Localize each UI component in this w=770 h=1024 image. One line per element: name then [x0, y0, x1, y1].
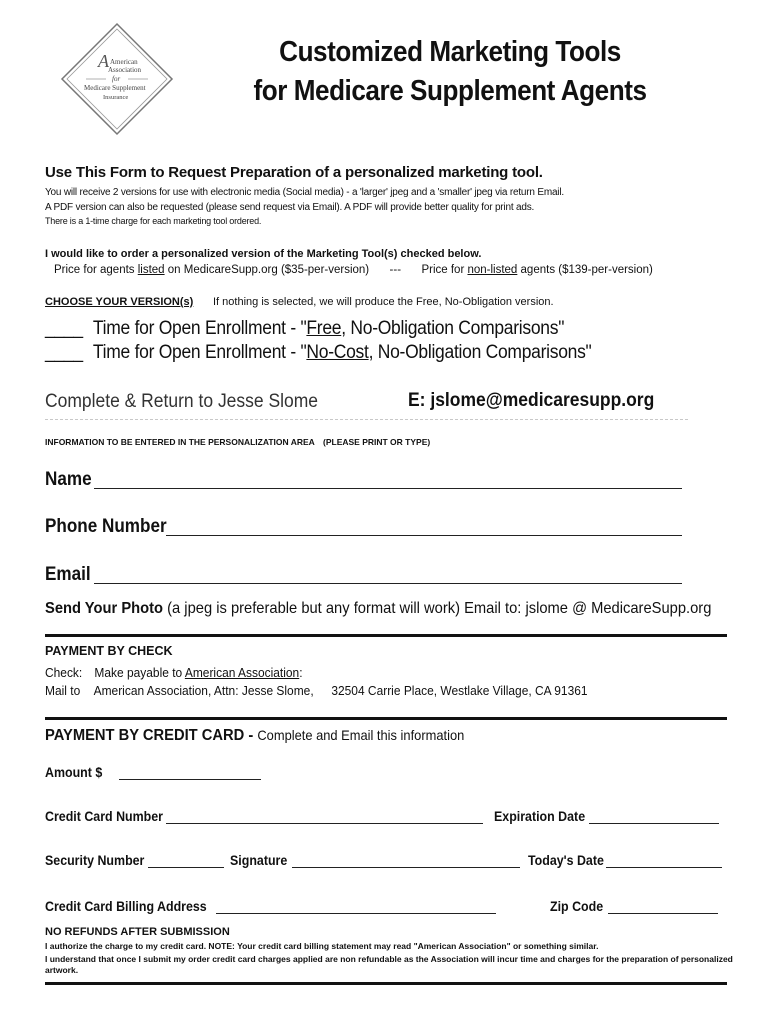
- price-nonlisted-pre: Price for: [421, 264, 468, 276]
- section-divider: [45, 634, 727, 637]
- option-text-pre: Time for Open Enrollment - ": [92, 342, 307, 363]
- option-no-cost[interactable]: [45, 342, 591, 364]
- intro-line-2: A PDF version can also be requested (please send request via Email). A PDF will provide better quality for print ads.: [45, 202, 535, 213]
- todays-date-label: Today's Date: [528, 853, 604, 868]
- option-free[interactable]: [45, 318, 564, 340]
- security-number-field[interactable]: [148, 867, 224, 868]
- credit-heading-bold: PAYMENT BY CREDIT CARD -: [45, 727, 258, 744]
- info-heading: INFORMATION TO BE ENTERED IN THE PERSONALIZATION AREA: [45, 437, 315, 447]
- logo-line-2: Association: [108, 66, 142, 74]
- choose-version-label: CHOOSE YOUR VERSION(s): [45, 296, 194, 308]
- price-listed-underline: listed: [137, 264, 165, 276]
- credit-heading-note: Complete and Email this information: [257, 727, 465, 743]
- email-field[interactable]: [94, 583, 682, 584]
- card-number-field[interactable]: [166, 823, 483, 824]
- logo-line-4: Medicare Supplement: [84, 84, 146, 92]
- price-nonlisted-underline: non-listed: [467, 264, 518, 276]
- name-field[interactable]: [94, 488, 682, 489]
- logo-line-3: for: [112, 75, 121, 83]
- check-payment-heading: PAYMENT BY CHECK: [45, 644, 173, 658]
- phone-label: Phone Number: [45, 516, 167, 537]
- amount-field[interactable]: [119, 779, 261, 780]
- phone-field[interactable]: [166, 535, 682, 536]
- mail-address: 32504 Carrie Place, Westlake Village, CA 91361: [331, 683, 588, 698]
- logo-line-1: American: [110, 58, 138, 66]
- divider: [45, 419, 688, 420]
- email-label: Email: [45, 564, 91, 585]
- mail-line: [45, 683, 588, 698]
- check-text-pre: Make payable to: [94, 665, 185, 680]
- billing-address-field[interactable]: [216, 913, 496, 914]
- option-text-post: , No-Obligation Comparisons": [368, 342, 592, 363]
- title-line-1: Customized Marketing Tools: [279, 36, 621, 68]
- option-text-underline: Free: [306, 318, 342, 339]
- expiration-field[interactable]: [589, 823, 719, 824]
- zip-code-label: Zip Code: [550, 899, 604, 914]
- choose-version-note: If nothing is selected, we will produce the Free, No-Obligation version.: [213, 296, 554, 308]
- check-payee: American Association: [184, 665, 300, 680]
- title-line-2: for Medicare Supplement Agents: [253, 75, 647, 107]
- order-heading: I would like to order a personalized version of the Marketing Tool(s) checked below.: [45, 248, 482, 260]
- send-photo-bold: Send Your Photo: [45, 600, 164, 617]
- price-listed-post: on MedicareSupp.org ($35-per-version): [164, 264, 370, 276]
- return-email[interactable]: E: jslome@medicaresupp.org: [408, 390, 655, 411]
- signature-label: Signature: [230, 853, 288, 868]
- intro-line-1: You will receive 2 versions for use with electronic media (Social media) - a 'larger' jpeg and a 'smaller' jpeg via return Email.: [45, 187, 564, 198]
- option-text-pre: Time for Open Enrollment - ": [92, 318, 307, 339]
- return-label: Complete & Return to Jesse Slome: [45, 391, 319, 412]
- zip-code-field[interactable]: [608, 913, 718, 914]
- credit-card-heading: [45, 727, 464, 745]
- option-blank[interactable]: ____: [45, 318, 83, 339]
- diamond-logo-icon: [60, 22, 174, 136]
- no-refunds-heading: NO REFUNDS AFTER SUBMISSION: [45, 926, 230, 938]
- intro-heading: Use This Form to Request Preparation of a personalized marketing tool.: [45, 164, 543, 181]
- amount-label: Amount $: [45, 765, 103, 780]
- send-photo-note: [45, 600, 711, 618]
- price-separator: ---: [389, 264, 402, 276]
- todays-date-field[interactable]: [606, 867, 722, 868]
- mail-text: American Association, Attn: Jesse Slome,: [93, 683, 314, 698]
- section-divider: [45, 717, 727, 720]
- bottom-divider: [45, 982, 727, 985]
- authorize-note: I authorize the charge to my credit card. NOTE: Your credit card billing statement may read "American Association" or something similar.: [45, 941, 599, 951]
- option-blank[interactable]: ____: [45, 342, 83, 363]
- expiration-label: Expiration Date: [494, 809, 586, 824]
- send-photo-rest: (a jpeg is preferable but any format will work) Email to: jslome @ MedicareSupp.org: [163, 600, 712, 617]
- price-listed-pre: Price for agents: [54, 264, 138, 276]
- intro-line-3: There is a 1-time charge for each marketing tool ordered.: [45, 216, 262, 226]
- check-line: [45, 665, 303, 680]
- price-nonlisted-post: agents ($139-per-version): [517, 264, 653, 276]
- mail-label: Mail to: [45, 683, 81, 698]
- option-text-post: , No-Obligation Comparisons": [341, 318, 565, 339]
- refund-note: I understand that once I submit my order credit card charges applied are non refundable as the Association will incur time and charges for the preparation of personalized artwork.: [45, 954, 733, 975]
- card-number-label: Credit Card Number: [45, 809, 164, 824]
- signature-field[interactable]: [292, 867, 520, 868]
- association-logo: [60, 22, 174, 136]
- check-label: Check:: [45, 665, 83, 680]
- info-note: (PLEASE PRINT OR TYPE): [323, 437, 431, 447]
- security-number-label: Security Number: [45, 853, 145, 868]
- page-title: [225, 33, 675, 111]
- check-text-post: :: [299, 665, 303, 680]
- option-text-underline: No-Cost: [306, 342, 369, 363]
- billing-address-label: Credit Card Billing Address: [45, 899, 207, 914]
- logo-letter-a: A: [98, 51, 109, 71]
- price-line: [54, 264, 653, 276]
- logo-line-5: Insurance: [103, 94, 129, 101]
- name-label: Name: [45, 469, 92, 490]
